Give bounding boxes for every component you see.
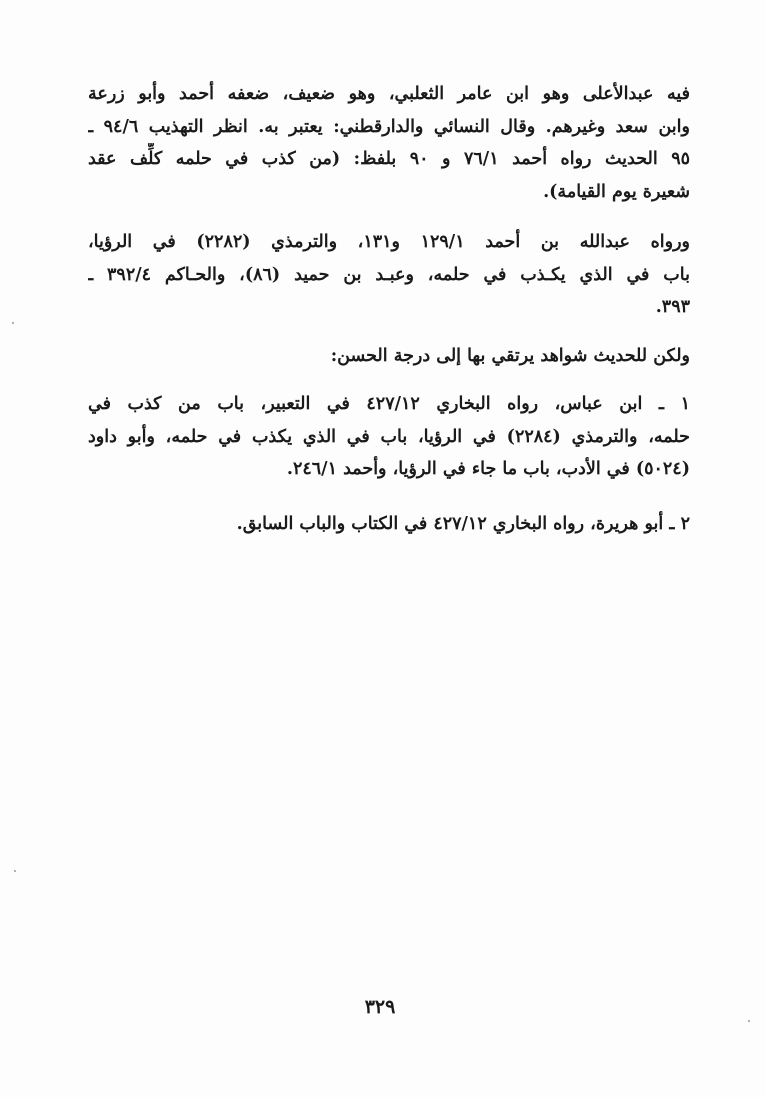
paragraph-supporting-evidence-intro	[240, 340, 690, 373]
text-line: فيه عبدالأعلى وهو ابن عامر الثعلبي، وهو ضعيف، ضعفه أحمد وأبو زرعة	[88, 84, 690, 104]
text-line: (٥٠٢٤) في الأدب، باب ما جاء في الرؤيا، وأحمد ٢٤٦/١.	[286, 459, 690, 479]
paragraph-abu-hurayrah-narration	[130, 508, 690, 541]
page-number: ٣٢٩	[364, 996, 396, 1018]
paragraph-narration-sources	[88, 226, 690, 324]
text-line: باب في الذي يكـذب في حلمه، وعبـد بن حميد (٨٦)، والحـاكم ٣٩٢/٤ ـ	[88, 264, 690, 285]
text-line: ١ ـ ابن عباس، رواه البخاري ٤٢٧/١٢ في التعبير، باب من كذب في	[88, 394, 690, 414]
scan-speck	[748, 1020, 750, 1022]
text-line: ٩٥ الحديث رواه أحمد ٧٦/١ و ٩٠ بلفظ: (من كذب في حلمه كلِّف عقد	[88, 149, 690, 169]
text-line: ولكن للحديث شواهد يرتقي بها إلى درجة الحسن:	[330, 346, 690, 366]
paragraph-ibn-abbas-narration	[88, 388, 690, 486]
scan-speck	[14, 870, 16, 872]
text-line: ورواه عبدالله بن أحمد ١٢٩/١ و١٣١، والترمذي (٢٢٨٢) في الرؤيا،	[88, 232, 690, 252]
text-line: ٢ ـ أبو هريرة، رواه البخاري ٤٢٧/١٢ في الكتاب والباب السابق.	[236, 514, 690, 534]
text-line: وابن سعد وغيرهم. وقال النسائي والدارقطني: يعتبر به. انظر التهذيب ٩٤/٦ ـ	[88, 116, 690, 137]
scan-speck	[12, 322, 14, 324]
text-line: شعيرة يوم القيامة).	[543, 181, 690, 202]
text-line: حلمه، والترمذي (٢٢٨٤) في الرؤيا، باب في الذي يكذب في حلمه، وأبو داود	[88, 426, 690, 447]
text-line: ٣٩٣.	[655, 297, 690, 317]
paragraph-narrator-weakness	[88, 78, 690, 208]
